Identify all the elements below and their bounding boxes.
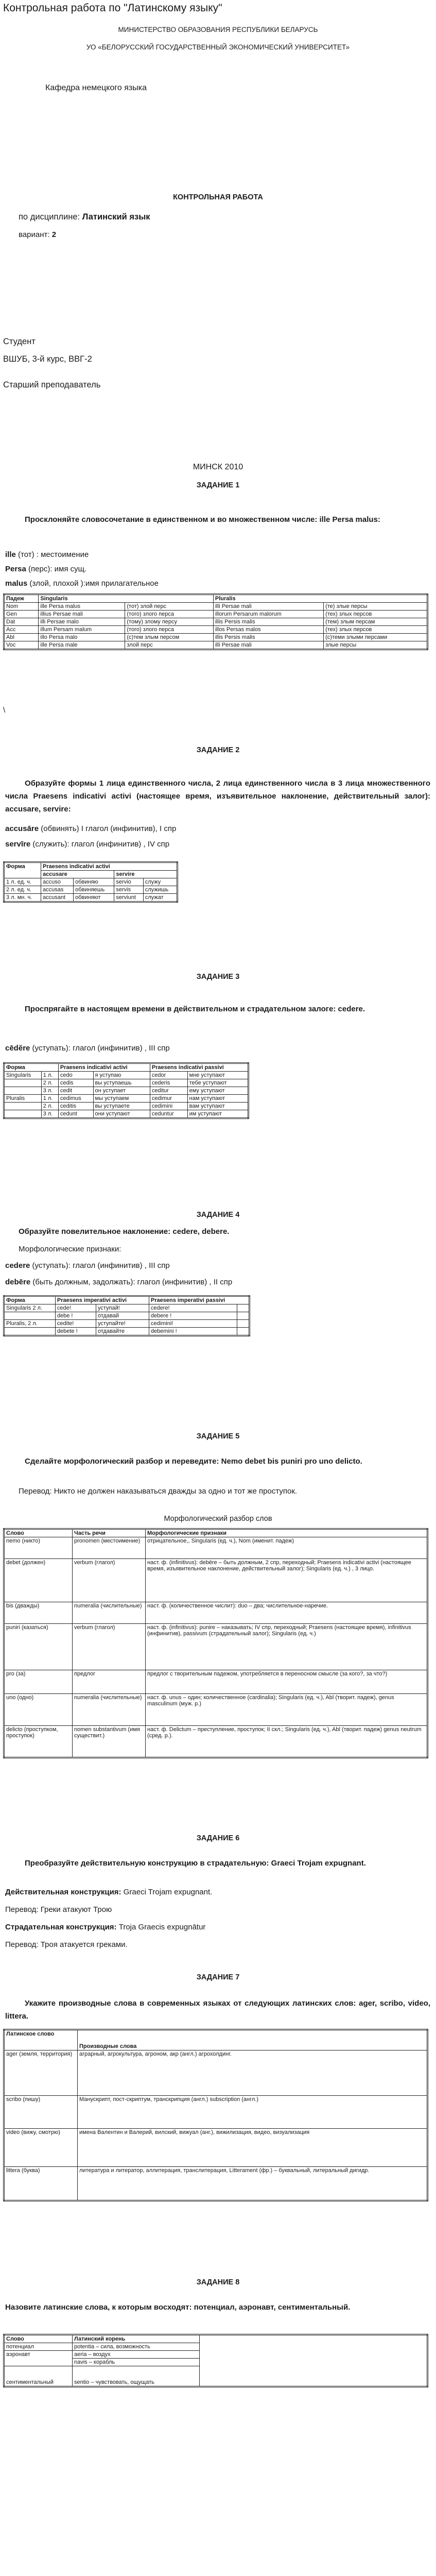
task7-heading: ЗАДАНИЕ 7 — [196, 1973, 240, 1981]
group-label: ВШУБ, 3-й курс, ВВГ-2 — [3, 354, 92, 364]
task5-translation: Перевод: Никто не должен наказываться дважды за одно и тот же проступок. — [19, 1487, 298, 1496]
table-row: video (вижу, смотрю) имена Валентин и Валерий, вилский, вижуал (анг.), вижилизация, видео, визуализация — [4, 2129, 428, 2167]
task5-caption: Морфологический разбор слов — [164, 1515, 272, 1523]
table-row: аэронавт aeria – воздух — [4, 2351, 428, 2359]
teacher-label: Старший преподаватель — [3, 380, 101, 389]
table-row: pro (за) предлог предлог с творительным падежом, употребляется в переносном смысле (за кого?, за что?) — [4, 1670, 428, 1694]
task4-heading: ЗАДАНИЕ 4 — [196, 1211, 240, 1219]
task4-line2: debēre (быть должным, задолжать): глагол (инфинитив) , II спр — [5, 1278, 233, 1286]
task4-line1: cedere (уступать): глагол (инфинитив) , III спр — [5, 1261, 170, 1270]
table-header-row — [4, 595, 428, 603]
variant-value: 2 — [51, 230, 57, 239]
task5-prompt: Сделайте морфологический разбор и переведите: Nemo debet bis puniri pro uno delicto. — [25, 1457, 362, 1466]
table-header-row — [4, 2030, 428, 2050]
task3-conjugation-table — [3, 1062, 249, 1119]
table-header-cell: Praesens indicativi activi — [58, 1063, 150, 1072]
table-header-cell: servire — [114, 871, 178, 878]
ministry-line: МИНИСТЕРСТВО ОБРАЗОВАНИЯ РЕСПУБЛИКИ БЕЛАРУСЬ — [118, 26, 318, 33]
table-header-cell: Singularis — [39, 595, 213, 603]
table-header-cell: Praesens indicativi activi — [41, 862, 178, 871]
table-row: debete ! отдавайте debemini ! — [4, 1328, 250, 1336]
task2-heading: ЗАДАНИЕ 2 — [196, 746, 240, 754]
variant-line — [19, 230, 56, 239]
discipline-label: по дисциплине: — [19, 212, 80, 222]
task6-trans1: Перевод: Греки атакуют Трою — [5, 1905, 112, 1914]
task1-line1: ille (тот) : местоимение — [5, 550, 89, 559]
table-row: Nom ille Persa malus (тот) злой перс illi Persae mali (те) злые персы — [4, 603, 428, 611]
table-row: Gen illius Persae mali (того) злого перса illorum Persarum malorum (тех) злых персов — [4, 611, 428, 618]
stray-mark: \ — [3, 706, 6, 715]
task2-prompt: Образуйте формы 1 лица единственного числа, 2 лица единственного числа в 3 лица множественного числа Praesens indicativi activi (настоящее время, изъявительное наклонение, действительный залог): accusare, servire: — [5, 779, 430, 814]
table-header-row — [4, 862, 178, 871]
task5-analysis-table — [3, 1528, 428, 1758]
table-header-cell: Часть речи — [73, 1529, 146, 1537]
table-header-cell: Латинское слово — [4, 2030, 78, 2050]
table-row: debe ! отдавай debere ! — [4, 1312, 250, 1320]
university-line: УО «БЕЛОРУССКИЙ ГОСУДАРСТВЕННЫЙ ЭКОНОМИЧЕСКИЙ УНИВЕРСИТЕТ» — [86, 43, 350, 51]
task2-line1: accusāre (обвинять) I глагол (инфинитив), I спр — [5, 824, 177, 833]
task1-declension-table — [3, 594, 428, 650]
work-title: КОНТРОЛЬНАЯ РАБОТА — [173, 193, 263, 201]
table-row: Pluralis 1 л. cedimus мы уступаем cedimur нам уступают — [4, 1095, 249, 1103]
table-header-cell: accusare — [41, 871, 114, 878]
table-header-cell: Слово — [4, 1529, 73, 1537]
table-header-cell: Pluralis — [213, 595, 427, 603]
task8-roots-table — [3, 2334, 428, 2387]
table-header-cell: Производные слова — [78, 2030, 428, 2050]
table-row: bis (дважды) numeralia (числительные) наст. ф. (количественное числит): duo – два; числительное-наречие. — [4, 1602, 428, 1624]
variant-label: вариант: — [19, 230, 50, 239]
task1-line3: malus (злой, плохой ):имя прилагательное — [5, 579, 159, 588]
table-row: 2 л. ceditis вы уступаете cedimini вам уступают — [4, 1103, 249, 1110]
table-header-row — [4, 1296, 250, 1304]
task4-prompt: Образуйте повелительное наклонение: cedere, debere. — [19, 1227, 230, 1236]
table-row: 3 л. cedunt они уступают ceduntur им уступают — [4, 1110, 249, 1118]
table-header-cell: Латинский корень — [73, 2335, 200, 2343]
task2-conjugation-table — [3, 861, 178, 903]
task6-active: Действительная конструкция: Graeci Trojam expugnant. — [5, 1888, 213, 1896]
task7-prompt: Укажите производные слова в современных языках от следующих латинских слов: ager, scribo, video, littera. — [5, 1999, 430, 2021]
table-header-cell: Форма — [4, 1063, 59, 1072]
table-row: сентиментальный sentio – чувствовать, ощущать — [4, 2366, 428, 2387]
table-row: puniri (казаться) verbum (глагол) наст. ф. (infinitivus): punire – наказывать; IV спр, переходный; Praesens (настоящее время), infinitivus (инфинитив), passivum (страдательный залог); Singularis (ед. ч.) — [4, 1624, 428, 1670]
task1-prompt: Просклоняйте словосочетание в единственном и во множественном числе: ille Persa malus: — [25, 515, 380, 524]
table-header-cell: Форма — [4, 862, 41, 878]
task4-morph-label: Морфологические признаки: — [19, 1245, 121, 1253]
task6-trans2: Перевод: Троя атакуется греками. — [5, 1940, 128, 1949]
task8-heading: ЗАДАНИЕ 8 — [196, 2278, 240, 2286]
table-row: ager (земля, территория) аграрный, агрокультура, агроном, акр (англ.) агрохолдинг. — [4, 2050, 428, 2096]
task6-prompt: Преобразуйте действительную конструкцию в страдательную: Graeci Trojam expugnant. — [25, 1859, 366, 1868]
table-header-cell: Praesens indicativi passivi — [150, 1063, 248, 1072]
table-header-row — [4, 2335, 428, 2343]
table-row: Singularis 2 л. cede! уступай! cedere! — [4, 1304, 250, 1312]
table-row: Voc ille Persa male злой перс illi Persae mali злые персы — [4, 641, 428, 650]
task5-heading: ЗАДАНИЕ 5 — [196, 1432, 240, 1440]
table-row: 2 л. cedis вы уступаешь cederis тебе уступают — [4, 1079, 249, 1087]
table-row: 3 л. мн. ч. accusant обвиняют serviunt служат — [4, 894, 178, 902]
document-title: Контрольная работа по "Латинскому языку" — [3, 2, 222, 14]
table-row: Dat illi Persae malo (тому) злому персу illis Persis malis (тем) злым персам — [4, 618, 428, 626]
table-row: потенциал potentia – сила, возможность — [4, 2343, 428, 2351]
table-header-cell: Praesens imperativi activi — [55, 1296, 149, 1304]
table-row: scribo (пишу) Манускрипт, пост-скриптум, транскрипция (англ.) subscription (англ.) — [4, 2096, 428, 2129]
table-row: Pluralis, 2 л. cedite! уступайте! cedimini! — [4, 1320, 250, 1328]
table-header-row — [4, 1063, 249, 1072]
student-label: Студент — [3, 337, 36, 346]
table-row: 3 л. cedit он уступает ceditur ему уступают — [4, 1087, 249, 1095]
table-row: nemo (никто) pronomen (местоимение) отрицательное,, Singularis (ед. ч.), Nom (именит. падеж) — [4, 1537, 428, 1559]
task1-heading: ЗАДАНИЕ 1 — [196, 481, 240, 489]
table-row: Abl illo Persa malo (с)тем злым персом illis Persis malis (с)теми злыми персами — [4, 634, 428, 641]
task3-line1: cēdĕre (уступать): глагол (инфинитив) , III спр — [5, 1044, 170, 1053]
discipline-value: Латинский язык — [82, 212, 150, 222]
table-row: uno (одно) numeralia (числительные) наст. ф. unus – один; количественное (cardinalia); Singularis (ед. ч.), Abl (творит. падеж), genus masculinum (муж. р.) — [4, 1694, 428, 1726]
table-row: debet (должен) verbum (глагол) наст. ф. (infinitivus): debēre – быть должным, 2 спр, переходный; Praesens indicativi activi (настоящее время, изъявительное наклонение, действительный залог); Singularis (ед. ч.) , 3 лицо. — [4, 1559, 428, 1602]
table-header-cell: Форма — [4, 1296, 56, 1304]
task1-line2: Persa (перс): имя сущ. — [5, 565, 87, 573]
table-header-cell: Praesens imperativi passivi — [149, 1296, 249, 1304]
table-row: 2 л. ед. ч. accusas обвиняешь servis служишь — [4, 886, 178, 894]
task4-imperative-table — [3, 1295, 250, 1336]
task7-derivatives-table — [3, 2029, 428, 2201]
task2-line2: servīre (служить): глагол (инфинитив) , IV спр — [5, 840, 170, 849]
table-row: littera (буква) литература и литератор, аллитерация, транслитерация, Litterament (фр.) – буквальный, литеральный дигидр. — [4, 2167, 428, 2201]
task3-prompt: Проспрягайте в настоящем времени в действительном и страдательном залоге: cedere. — [25, 1005, 365, 1013]
table-header-cell: Слово — [4, 2335, 73, 2343]
table-header-cell: Морфологические признаки — [146, 1529, 428, 1537]
table-row: 1 л. ед. ч. accuso обвиняю servio служу — [4, 878, 178, 886]
table-row: delicto (проступком, проступок) nomen substantivum (имя существит.) наст. ф. Delictum – преступление, проступок; II скл.; Singularis (ед. ч.), Abl (творит. падеж) genus neutrum (сред. р.). — [4, 1726, 428, 1758]
table-header-row — [4, 1529, 428, 1537]
table-row: navis – корабль — [4, 2359, 428, 2366]
task6-heading: ЗАДАНИЕ 6 — [196, 1834, 240, 1842]
task3-heading: ЗАДАНИЕ 3 — [196, 973, 240, 981]
city-year: МИНСК 2010 — [193, 463, 243, 471]
discipline-line — [19, 212, 150, 222]
table-header-cell: Падеж — [4, 595, 39, 603]
department-line: Кафедра немецкого языка — [45, 83, 147, 92]
table-row: Acc illum Persam malum (того) злого перса illos Persas malos (тех) злых персов — [4, 626, 428, 634]
task6-passive: Страдательная конструкция: Troja Graecis expugnātur — [5, 1923, 206, 1931]
task8-prompt: Назовите латинские слова, к которым восходят: потенциал, аэронавт, сентиментальный. — [5, 2303, 351, 2312]
table-row: Singularis 1 л. cedo я уступаю cedor мне уступают — [4, 1072, 249, 1079]
